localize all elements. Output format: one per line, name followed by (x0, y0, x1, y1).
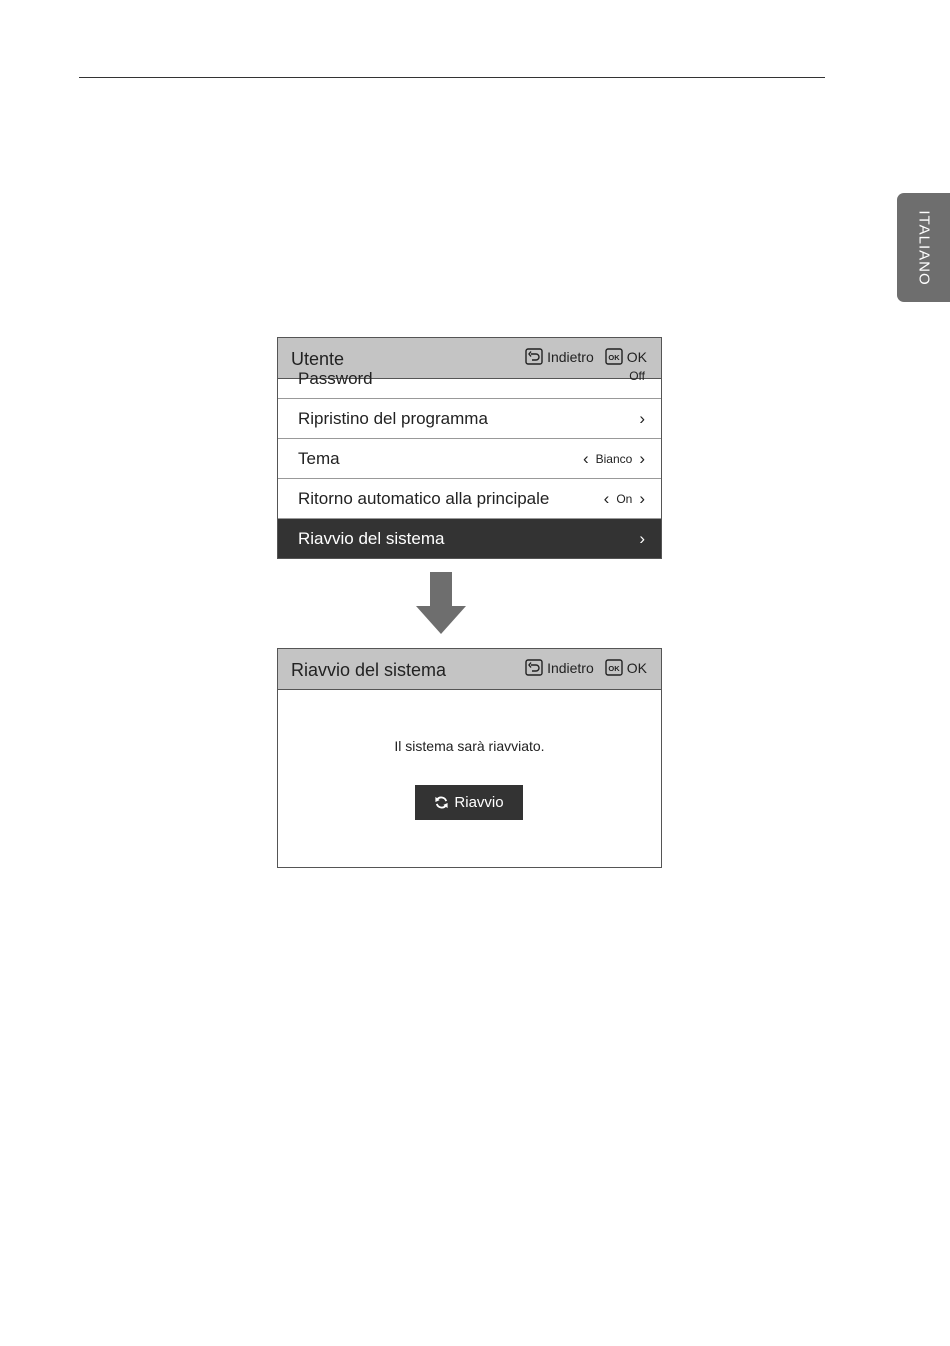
menu-item-label: Riavvio del sistema (298, 529, 445, 548)
restart-screen (277, 648, 662, 868)
restart-button[interactable] (415, 785, 523, 820)
svg-text:OK: OK (608, 353, 620, 362)
menu-item-value: Bianco (595, 451, 633, 466)
menu-item-system-restart[interactable] (278, 519, 661, 558)
menu-item-label: Ritorno automatico alla principale (298, 489, 550, 508)
screen-title: Utente (291, 349, 345, 369)
language-tab (897, 193, 950, 302)
top-rule (79, 77, 825, 78)
refresh-icon (434, 795, 449, 810)
menu-item-theme[interactable] (278, 439, 661, 479)
svg-text:OK: OK (608, 664, 620, 673)
user-menu-screen (277, 337, 662, 559)
arrow-down-icon (416, 572, 466, 634)
chevron-right-icon[interactable]: › (639, 449, 645, 468)
menu-item-label: Ripristino del programma (298, 409, 488, 428)
ok-icon[interactable] (605, 348, 623, 365)
ok-label[interactable]: OK (626, 348, 647, 365)
back-icon[interactable] (525, 659, 543, 676)
chevron-right-icon: › (639, 409, 645, 428)
menu-item-label: Password (298, 369, 373, 388)
chevron-left-icon[interactable]: ‹ (603, 489, 610, 508)
menu-item-label: Tema (298, 449, 340, 468)
restart-button-label: Riavvio (454, 794, 504, 811)
back-label[interactable]: Indietro (547, 348, 594, 365)
screen-header (278, 649, 661, 690)
menu-item-value: On (616, 491, 633, 506)
language-tab-label: ITALIANO (915, 209, 932, 286)
screen-title: Riavvio del sistema (291, 660, 447, 680)
chevron-right-icon: › (639, 529, 645, 548)
chevron-right-icon[interactable]: › (639, 489, 645, 508)
header-controls (525, 659, 647, 676)
settings-menu (278, 369, 661, 558)
header-controls (525, 348, 647, 365)
menu-item-value: Off (629, 369, 645, 383)
chevron-left-icon[interactable]: ‹ (582, 449, 589, 468)
restart-body (278, 690, 661, 867)
menu-item-auto-return[interactable] (278, 479, 661, 519)
ok-icon[interactable] (605, 659, 623, 676)
menu-item-password[interactable] (278, 369, 661, 399)
menu-item-program-reset[interactable] (278, 399, 661, 439)
back-label[interactable]: Indietro (547, 659, 594, 676)
restart-message: Il sistema sarà riavviato. (394, 738, 545, 754)
ok-label[interactable]: OK (626, 659, 647, 676)
back-icon[interactable] (525, 348, 543, 365)
